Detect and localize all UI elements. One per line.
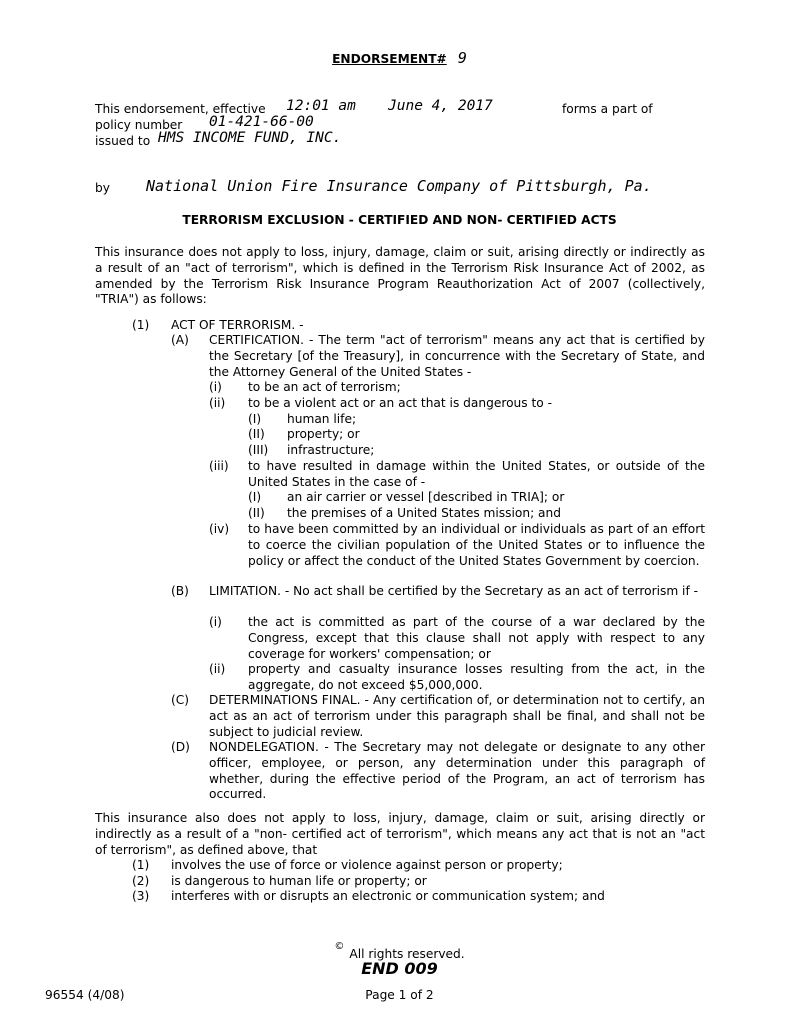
section-1-heading: ACT OF TERRORISM. - [171,318,304,332]
condition-2-text: is dangerous to human life or property; or [171,874,427,888]
effective-time: 12:01 am [286,98,356,114]
clause-A-iv-text: to have been committed by an individual or individuals as part of an effort to coerce the civilian population of the United States or to influence the policy or affect the conduct of the United States Government by coercion. [248,522,705,568]
endorsement-header [0,48,799,67]
clause-A-ii-text: to be a violent act or an act that is dangerous to - [248,396,552,410]
condition-2-number: (2) [132,874,150,888]
clause-C-number: (C) [171,693,190,707]
condition-1-text: involves the use of force or violence against person or property; [171,858,563,872]
form-number: 96554 (4/08) [45,988,125,1002]
clause-A-ii-III-text: infrastructure; [287,443,375,457]
clause-B-i-number: (i) [209,615,222,629]
page-number: Page 1 of 2 [365,988,434,1002]
clause-A-iii-II-number: (II) [248,506,265,520]
clause-A-number: (A) [171,333,189,347]
clause-B-ii-number: (ii) [209,662,226,676]
forms-part-of-label: forms a part of [562,102,653,116]
clause-A-text: CERTIFICATION. - The term "act of terrorism" means any act that is certified by the Secretary [of the Treasury], in concurrence with the Secretary of State, and the Attorney General of the United States - [209,333,705,379]
clause-D-number: (D) [171,740,190,754]
by-label: by [95,181,110,195]
end-code: END 009 [361,959,438,978]
clause-A-iii-I-text: an air carrier or vessel [described in TRIA]; or [287,490,565,504]
condition-3-number: (3) [132,889,150,903]
condition-3-text: interferes with or disrupts an electronic or communication system; and [171,889,605,903]
intro-paragraph: This insurance does not apply to loss, injury, damage, claim or suit, arising directly or indirectly as a result of an "act of terrorism", which is defined in the Terrorism Risk Insurance Act of 2002, as amended by the Terrorism Risk Insurance Program Reauthorization Act of 2007 (collectively, "TRIA") as follows: [95,245,705,307]
clause-D-text: NONDELEGATION. - The Secretary may not delegate or designate to any other officer, employee, or person, any determination under this paragraph of whether, during the effective period of the Program, an act of terrorism has occurred. [209,740,705,802]
clause-A-iv-number: (iv) [209,522,230,536]
clause-A-i-number: (i) [209,380,222,394]
copyright-symbol: © [334,941,345,952]
clause-A-ii-II-number: (II) [248,427,265,441]
clause-B-number: (B) [171,584,189,598]
issued-to-label: issued to [95,134,151,148]
clause-A-ii-II-text: property; or [287,427,360,441]
clause-A-i-text: to be an act of terrorism; [248,380,401,394]
insured-name: HMS INCOME FUND, INC. [158,130,342,146]
clause-A-ii-number: (ii) [209,396,226,410]
clause-B-ii-text: property and casualty insurance losses resulting from the act, in the aggregate, do not exceed $5,000,000. [248,662,705,692]
insurer-name: National Union Fire Insurance Company of Pittsburgh, Pa. [146,177,652,195]
clause-A-iii-text: to have resulted in damage within the United States, or outside of the United States in the case of - [248,459,705,489]
clause-A-iii-II-text: the premises of a United States mission; and [287,506,561,520]
clause-A-ii-I-number: (I) [248,412,262,426]
policy-number: 01-421-66-00 [209,114,314,130]
endorsement-label: ENDORSEMENT# [332,52,447,66]
document-title: TERRORISM EXCLUSION - CERTIFIED AND NON- CERTIFIED ACTS [182,213,617,227]
condition-1-number: (1) [132,858,150,872]
clause-A-iii-number: (iii) [209,459,229,473]
second-paragraph: This insurance also does not apply to loss, injury, damage, claim or suit, arising directly or indirectly as a result of a "non- certified act of terrorism", which means any act that is not an "act of terrorism", as defined above, that [95,811,705,857]
clause-C-text: DETERMINATIONS FINAL. - Any certification of, or determination not to certify, an act as an act of terrorism under this paragraph shall be final, and shall not be subject to judicial review. [209,693,705,739]
policy-number-label: policy number [95,118,183,132]
clause-A-iii-I-number: (I) [248,490,262,504]
endorsement-number: 9 [457,49,467,67]
section-1-number: (1) [132,318,150,332]
clause-B-text: LIMITATION. - No act shall be certified by the Secretary as an act of terrorism if - [209,584,699,598]
effective-label: This endorsement, effective [95,102,266,116]
clause-A-ii-I-text: human life; [287,412,357,426]
clause-B-i-text: the act is committed as part of the course of a war declared by the Congress, except that this clause shall not apply with respect to any coverage for workers' compensation; or [248,615,705,661]
effective-date: June 4, 2017 [388,98,493,114]
rights-text: All rights reserved. [349,947,465,961]
clause-A-ii-III-number: (III) [248,443,269,457]
